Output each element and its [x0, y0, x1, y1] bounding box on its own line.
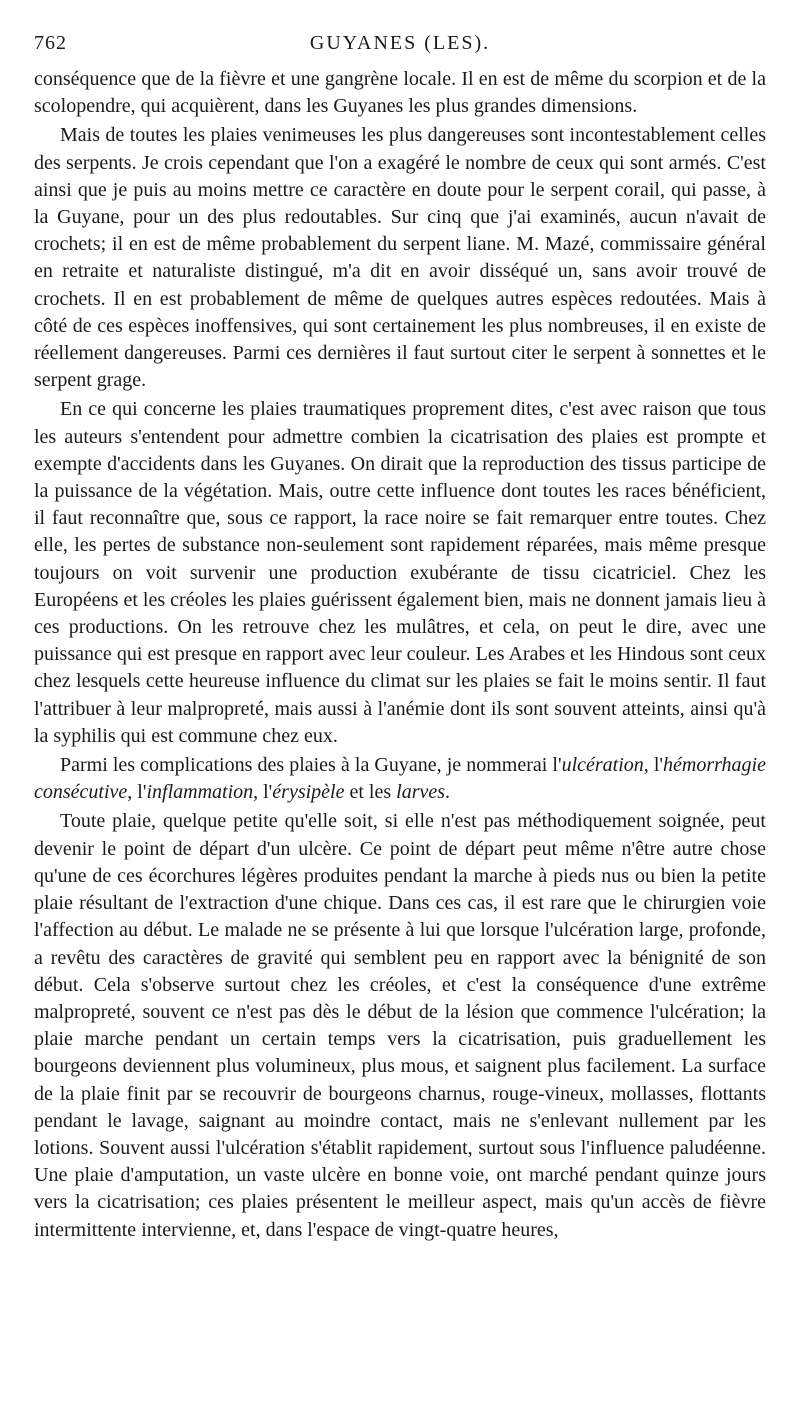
document-page: [34, 28, 766, 1246]
paragraph-plaies-traumatiques: En ce qui concerne les plaies traumatiques proprement dites, c'est avec raison que tous les auteurs s'entendent pour admettre combien la cicatrisation des plaies est prompte et exempte d'accidents dans les Guyanes. On dirait que la reproduction des tissus participe de la puissance de la végétation. Mais, outre cette influence dont toutes les races bénéficient, il faut reconnaître que, sous ce rapport, la race noire se fait remarquer entre toutes. Chez elle, les pertes de substance non-seulement sont rapidement réparées, mais même presque toujours on voit survenir une production exubérante de tissu cicatriciel. Chez les Européens et les créoles les plaies guérissent également bien, mais ne donnent jamais lieu à ces productions. On les retrouve chez les mulâtres, et cela, on peut le dire, avec une puissance qui est presque en rapport avec leur couleur. Les Arabes et les Hindous sont ceux chez lesquels cette heureuse influence du climat sur les plaies se fait le moins sentir. Il faut l'attribuer à leur malpropreté, mais aussi à l'anémie dont ils sont souvent atteints, ainsi qu'à la syphilis qui est commune chez eux.: [34, 398, 766, 747]
paragraph-ulcere: Toute plaie, quelque petite qu'elle soit, si elle n'est pas méthodiquement soignée, peut devenir le point de départ d'un ulcère. Ce point de départ peut même n'être autre chose qu'une de ces écorchures légères produites pendant la marche à pieds nus ou bien la petite plaie résultant de l'extraction d'une chique. Dans ces cas, il est rare que le chirurgien voie l'affection au début. Le malade ne se présente à lui que lorsque l'ulcération large, profonde, a revêtu des caractères de gravité qui semblent peu en rapport avec la bénignité de son début. Cela s'observe surtout chez les créoles, et c'est la conséquence d'une extrême malpropreté, souvent ce n'est pas dès le début de la lésion que commence l'ulcération; la plaie marche pendant un certain temps vers la cicatrisation, puis graduellement les bourgeons deviennent plus volumineux, plus mous, et saignent plus facilement. La surface de la plaie finit par se recouvrir de bourgeons charnus, rouge-vineux, mollasses, flottants pendant le lavage, saignant au moindre contact, mais ne s'enlevant nullement par les lotions. Souvent aussi l'ulcération s'établit rapidement, surtout sous l'influence paludéenne. Une plaie d'amputation, un vaste ulcère en bonne voie, ont marché pendant quinze jours vers la cicatrisation; ces plaies présentent le meilleur aspect, mais qu'un accès de fièvre intermittente intervienne, et, dans l'espace de vingt-quatre heures,: [34, 810, 766, 1241]
term-hemorrhagie: hémorrhagie consécutive: [34, 754, 766, 804]
body-text: [34, 66, 766, 1244]
complications-intro: Parmi les complications des plaies à la Guyane, je nommerai l': [60, 754, 562, 777]
paragraph-scorpion: conséquence que de la fièvre et une gangrène locale. Il en est de même du scorpion et de la scolopendre, qui acquièrent, dans les Guyanes les plus grandes dimensions.: [34, 68, 766, 118]
term-erysipele: érysipèle: [272, 781, 345, 804]
paragraph-complications: [34, 752, 766, 806]
separator: , l': [127, 781, 147, 804]
running-title: GUYANES (LES).: [309, 32, 491, 54]
term-larves: larves: [396, 781, 446, 804]
separator: et les: [344, 781, 397, 804]
separator: , l': [643, 754, 664, 777]
term-inflammation: inflammation: [146, 781, 254, 804]
separator: .: [445, 781, 451, 804]
page-number: 762: [34, 32, 67, 54]
term-ulceration: ulcération: [561, 754, 644, 777]
paragraph-serpents: Mais de toutes les plaies venimeuses les plus dangereuses sont incontestablement celles des serpents. Je crois cependant que l'on a exagéré le nombre de ceux qui sont armés. C'est ainsi que je puis au moins mettre ce caractère en doute pour le serpent corail, qui passe, à la Guyane, pour un des plus redoutables. Sur cinq que j'ai examinés, aucun n'avait de crochets; il en est de même probablement du serpent liane. M. Mazé, commissaire général en retraite et naturaliste distingué, m'a dit en avoir disséqué un, sans avoir trouvé de crochets. Il en est probablement de même de quelques autres espèces redoutées. Mais à côté de ces espèces inoffensives, qui sont certainement les plus nombreuses, il en existe de réellement dangereuses. Parmi ces dernières il faut surtout citer le serpent à sonnettes et le serpent grage.: [34, 124, 766, 392]
page-header: [34, 28, 766, 62]
separator: , l': [253, 781, 273, 804]
